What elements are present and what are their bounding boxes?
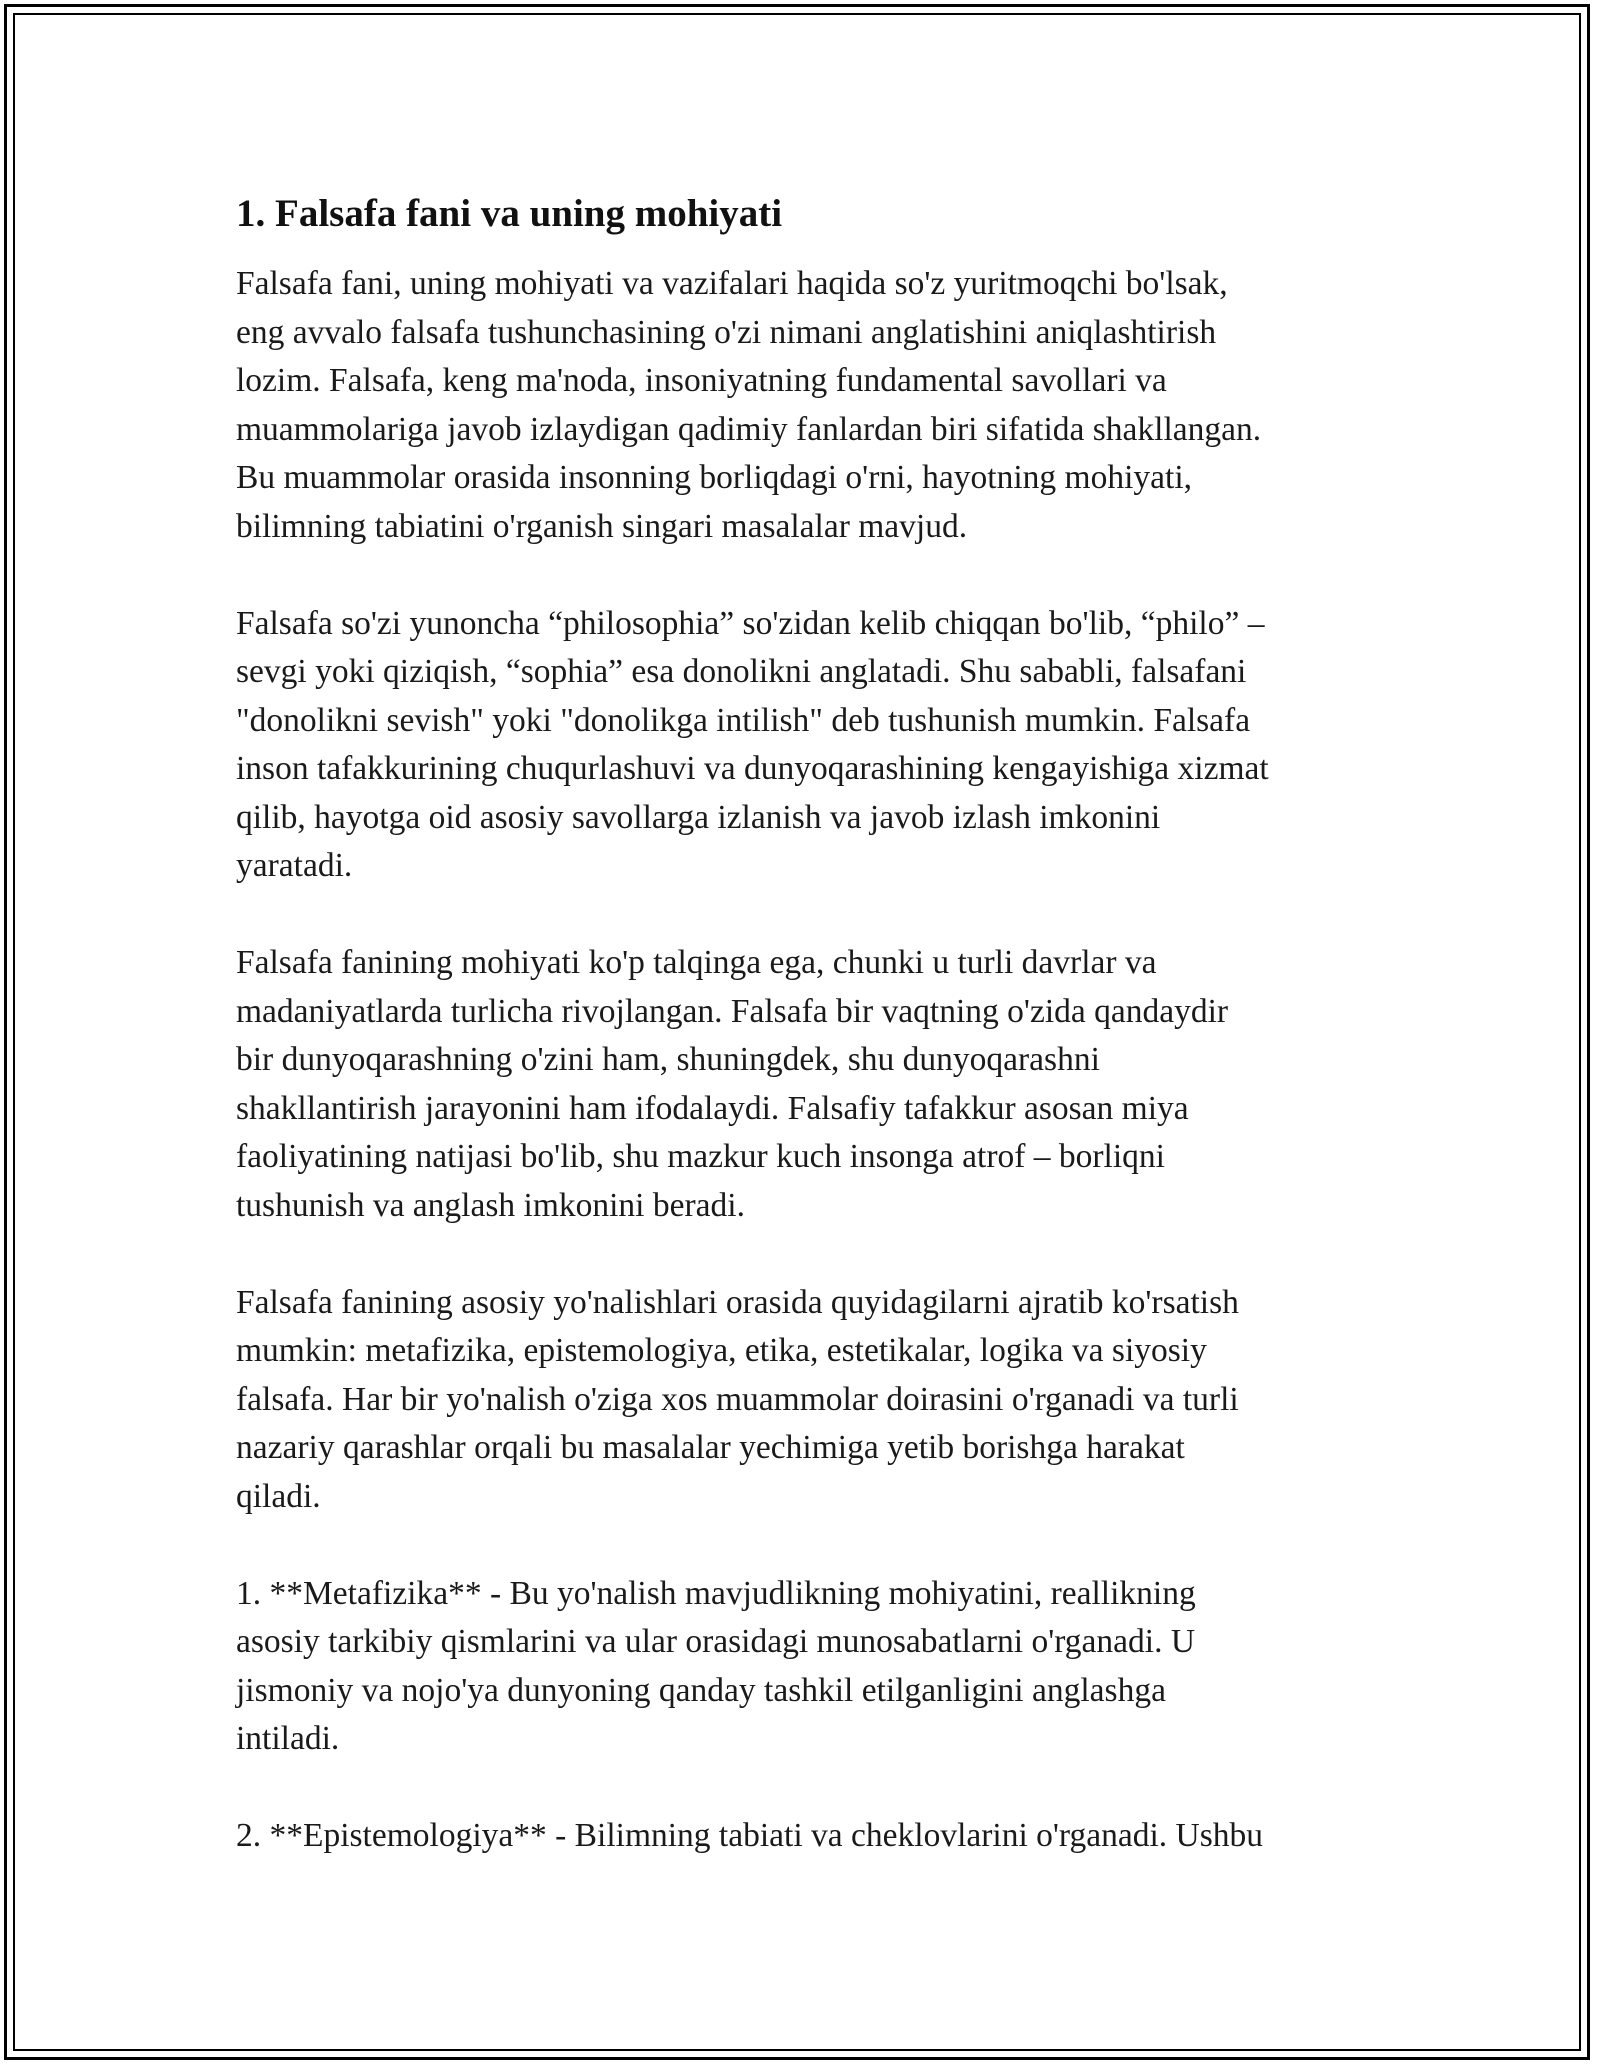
paragraph-metaphysics: 1. **Metafizika** - Bu yo'nalish mavjudlikning mohiyatini, reallikning asosiy tarkibiy qismlarini va ular orasidagi munosabatlarni o'rganadi. U jismoniy va nojo'ya dunyoning qanday tashkil etilganligini anglashga intiladi. bbox=[236, 1574, 1196, 1757]
document-title: 1. Falsafa fani va uning mohiyati bbox=[236, 192, 783, 235]
paragraph-intro: Falsafa fani, uning mohiyati va vazifalari haqida so'z yuritmoqchi bo'lsak, eng avvalo falsafa tushunchasining o'zi nimani anglatishini aniqlashtirish lozim. Falsafa, keng ma'noda, insoniyatning fundamental savollari va muammolariga javob izlaydigan qadimiy fanlardan biri sifatida shakllangan. Bu muammolar orasida insonning borliqdagi o'rni, hayotning mohiyati, bilimning tabiatini o'rganish singari masalalar mavjud. bbox=[236, 265, 1262, 545]
document-page bbox=[236, 190, 1381, 1909]
paragraph-epistemology: 2. **Epistemologiya** - Bilimning tabiati va cheklovlarini o'rganadi. Ushbu bbox=[236, 1817, 1264, 1854]
paragraph-etymology: Falsafa so'zi yunoncha “philosophia” so'zidan kelib chiqqan bo'lib, “philo” – sevgi yoki qiziqish, “sophia” esa donolikni anglatadi. Shu sababli, falsafani "donolikni sevish" yoki "donolikga intilish" deb tushunish mumkin. Falsafa inson tafakkurining chuqurlashuvi va dunyoqarashining kengayishiga xizmat qilib, hayotga oid asosiy savollarga izlanish va javob izlash imkonini yaratadi. bbox=[236, 604, 1269, 884]
paragraph-branches: Falsafa fanining asosiy yo'nalishlari orasida quyidagilarni ajratib ko'rsatish mumkin: metafizika, epistemologiya, etika, estetikalar, logika va siyosiy falsafa. Har bir yo'nalish o'ziga xos muammolar doirasini o'rganadi va turli nazariy qarashlar orqali bu masalalar yechimiga yetib borishga harakat qiladi. bbox=[236, 1283, 1239, 1515]
paragraph-essence: Falsafa fanining mohiyati ko'p talqinga ega, chunki u turli davrlar va madaniyatlarda turlicha rivojlangan. Falsafa bir vaqtning o'zida qandaydir bir dunyoqarashning o'zini ham, shuningdek, shu dunyoqarashni shakllantirish jarayonini ham ifodalaydi. Falsafiy tafakkur asosan miya faoliyatining natijasi bo'lib, shu mazkur kuch insonga atrof – borliqni tushunish va anglash imkonini beradi. bbox=[236, 944, 1229, 1224]
